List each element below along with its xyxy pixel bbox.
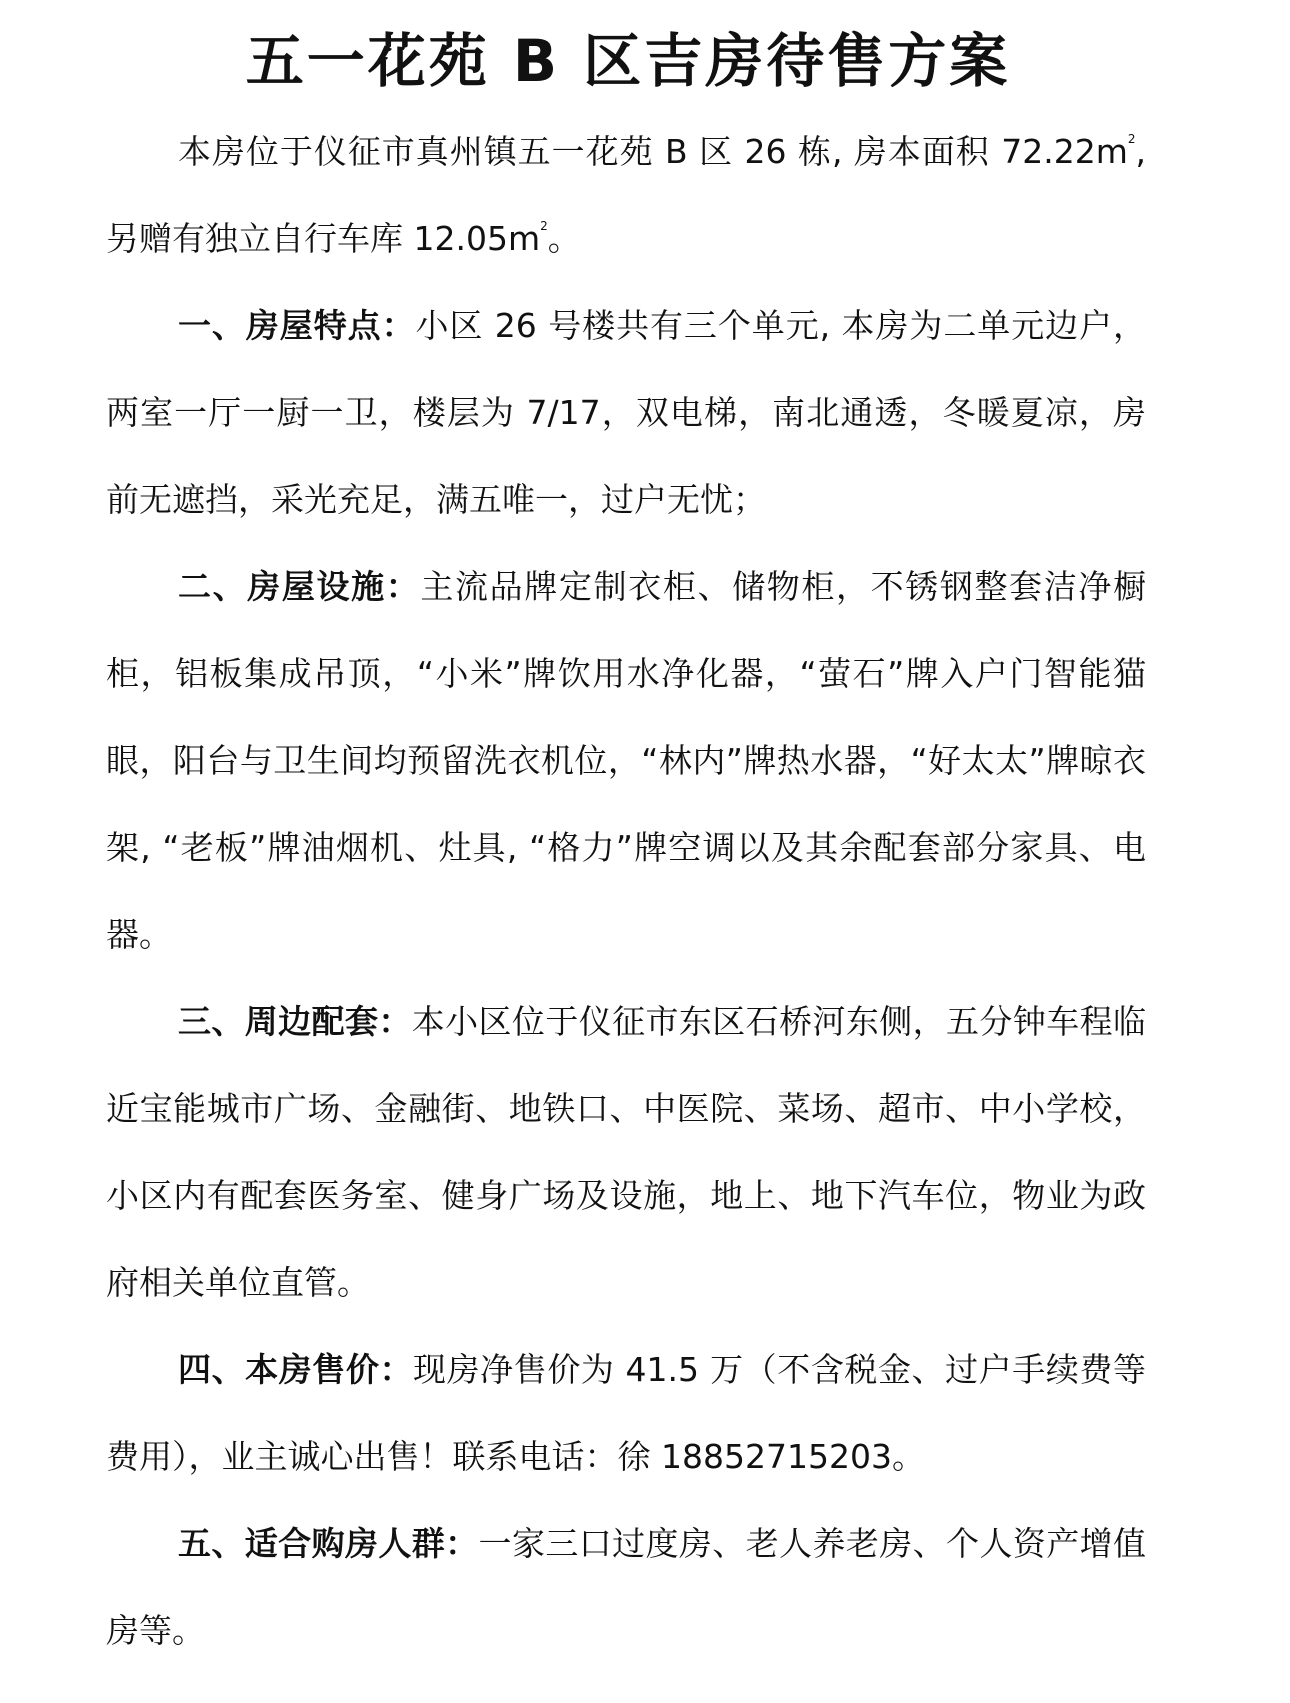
- section-heading: 四、本房售价：: [178, 1350, 414, 1389]
- section-body: 现房净售价为 41.5 万（不含税金、过户手续费等费用），业主诚心出售！联系电话：徐 18852715203。: [106, 1350, 1146, 1476]
- section-body: 小区 26 号楼共有三个单元, 本房为二单元边户，两室一厅一厨一卫，楼层为 7/17，双电梯，南北通透，冬暖夏凉，房前无遮挡，采光充足，满五唯一，过户无忧；: [106, 306, 1147, 519]
- section-heading: 五、适合购房人群：: [178, 1524, 479, 1563]
- section-heading: 二、房屋设施：: [178, 567, 421, 606]
- section-body: 本小区位于仪征市东区石桥河东侧，五分钟车程临近宝能城市广场、金融街、地铁口、中医院、菜场、超市、中小学校，小区内有配套医务室、健身广场及设施，地上、地下汽车位，物业为政府相关单位直管。: [106, 1002, 1146, 1302]
- section-heading: 一、房屋特点：: [178, 306, 416, 345]
- superscript-square: 2: [540, 219, 548, 233]
- section-price: [106, 1326, 1146, 1500]
- section-house-features: [106, 282, 1146, 543]
- section-heading: 三、周边配套：: [178, 1002, 412, 1041]
- section-target-buyers: [106, 1500, 1146, 1674]
- section-surroundings: [106, 978, 1146, 1326]
- intro-text-2: , 另赠有独立自行车库 12.05m: [106, 132, 1146, 258]
- superscript-square: 2: [1127, 132, 1136, 146]
- intro-text-1: 本房位于仪征市真州镇五一花苑 B 区 26 栋, 房本面积 72.22m: [178, 132, 1128, 171]
- document-title: 五一花苑 B 区吉房待售方案: [245, 27, 1011, 95]
- section-house-facilities: [106, 543, 1146, 978]
- section-body: 一家三口过度房、老人养老房、个人资产增值房等。: [106, 1524, 1147, 1650]
- intro-text-3: 。: [547, 219, 581, 258]
- intro-paragraph: [106, 108, 1146, 282]
- section-body: 主流品牌定制衣柜、储物柜，不锈钢整套洁净橱柜，铝板集成吊顶，“小米”牌饮用水净化器，“萤石”牌入户门智能猫眼，阳台与卫生间均预留洗衣机位，“林内”牌热水器，“好太太”牌晾衣架, “老板”牌油烟机、灶具, “格力”牌空调以及其余配套部分家具、电器。: [106, 567, 1147, 954]
